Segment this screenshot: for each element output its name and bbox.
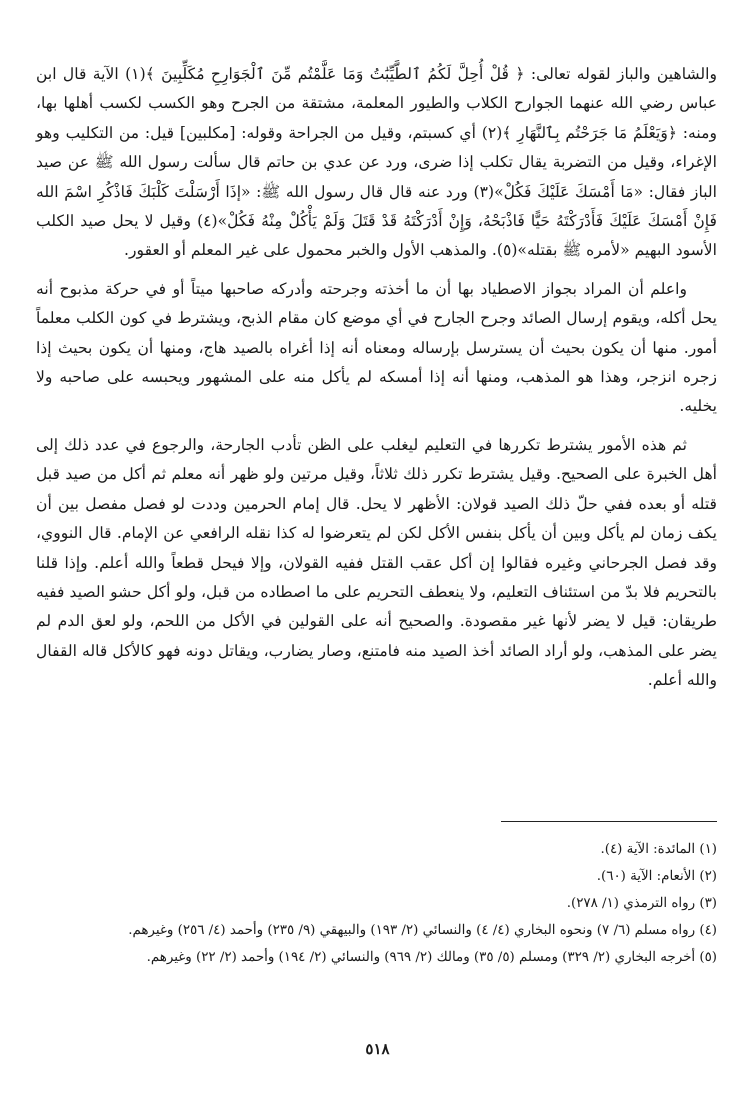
footnotes	[36, 838, 717, 973]
paragraph-2: واعلم أن المراد بجواز الاصطياد بها أن ما أخذته وجرحته وأدركه صاحبها ميتاً أو في حركة مذبوح أنه يحل أكله، ويقوم إرسال الصائد وجرح الجارح في أي موضع كان مقام الذبح، ويشترط في كون الكلب معلماً أمور. منها أن يكون بحيث أن يسترسل بإرساله ومعناه أنه إذا أغراه بالصيد هاج، ومنها أن يكون بحيث إذا زجره انزجر، وهذا هو المذهب، ومنها أنه إذا أمسكه لم يأكل منه على المشهور ويحبسه على صاحبه ولا يخليه.	[36, 279, 717, 416]
paragraph-3: ثم هذه الأمور يشترط تكررها في التعليم ليغلب على الظن تأدب الجارحة، والرجوع في عدد ذلك إلى أهل الخبرة على الصحيح. وقيل يشترط تكرر ذلك ثلاثاً، وقيل مرتين ولو ظهر أنه معلم ثم أكل من صيد قبل قتله أو بعده ففي حلّ ذلك الصيد قولان: الأظهر لا يحل. قال إمام الحرمين وددت لو فصل مفصل بين أن يكف زمان لم يأكل وبين أن يأكل بنفس الأكل لكن لم يتعرضوا له كذا نقله الرافعي عن الإمام. قال النووي، وقد فصل الجرحاني وغيره فقالوا إن أكل عقب القتل ففيه القولان، وإلا فيحل قطعاً والله أعلم. وإذا قلنا بالتحريم فلا بدّ من استئناف التعليم، ولا ينعطف التحريم على ما اصطاده من قبل، ولو أكل حشو الصيد ففيه طريقان: قيل لا يضر لأنها غير مقصودة. والصحيح أنه على القولين في الأكل من اللحم، ولو لعق الدم لم يضر على المذهب، ولو أراد الصائد أخذ الصيد منه فامتنع، وصار يضارب، ويقاتل دونه فهو كالأكل قاله القفال والله أعلم.	[36, 435, 717, 690]
footnote-3: (٣) رواه الترمذي (١/ ٢٧٨).	[566, 896, 717, 911]
page-number: ٥١٨	[365, 1040, 390, 1058]
footnote-4: (٤) رواه مسلم (٦/ ٧) ونحوه البخاري (٤/ ٤) والنسائي (٢/ ١٩٣) والبيهقي (٩/ ٢٣٥) وأحمد (٤/ ٢٥٦) وغيرهم.	[128, 923, 717, 938]
footnote-separator	[501, 821, 717, 822]
paragraph-1: والشاهين والباز لقوله تعالى: ﴿ قُلْ أُحِلَّ لَكُمُ ٱلطَّيِّبَٰتُ وَمَا عَلَّمْتُم مِّنَ ٱلْجَوَارِحِ مُكَلِّبِينَ ﴾(١) الآية قال ابن عباس رضي الله عنهما الجوارح الكلاب والطيور المعلمة، مشتقة من الجرح وهو الكسب لكسب أهلها بها، ومنه: ﴿وَيَعْلَمُ مَا جَرَحْتُم بِٱلنَّهَارِ ﴾(٢) أي كسبتم، وقيل من الجراحة وقوله: [مكلبين] قيل: من التكليب وهو الإغراء، وقيل من التضربة يقال تكلب إذا ضرى، ورد عن عدي بن حاتم قال سألت رسول الله ﷺ عن صيد الباز فقال: «مَا أَمْسَكَ عَلَيْكَ فَكُلْ»(٣) ورد عنه قال قال رسول الله ﷺ: «إذَا أَرْسَلْتَ كَلْبَكَ فَاذْكُرِ اسْمَ الله فَإِنْ أَمْسَكَ عَلَيْكَ فَأَدْرَكْتَهُ حَيًّا فَاذْبَحْهُ، وَإِنْ أَدْرَكْتَهُ قَدْ قَتَلَ وَلَمْ يَأْكُلْ مِنْهُ فَكُلْ»(٤) وقيل لا يحل صيد الكلب الأسود البهيم «لأمره ﷺ بقتله»(٥). والمذهب الأول والخبر محمول على غير المعلم أو العقور.	[36, 65, 717, 260]
footnote-1: (١) المائدة: الآية (٤).	[600, 842, 717, 857]
main-text	[36, 60, 717, 696]
footnote-2: (٢) الأنعام: الآية (٦٠).	[596, 869, 717, 884]
footnote-5: (٥) أخرجه البخاري (٢/ ٣٢٩) ومسلم (٥/ ٣٥) ومالك (٢/ ٩٦٩) والنسائي (٢/ ١٩٤) وأحمد (٢/ ٢٢) وغيرهم.	[146, 950, 717, 965]
